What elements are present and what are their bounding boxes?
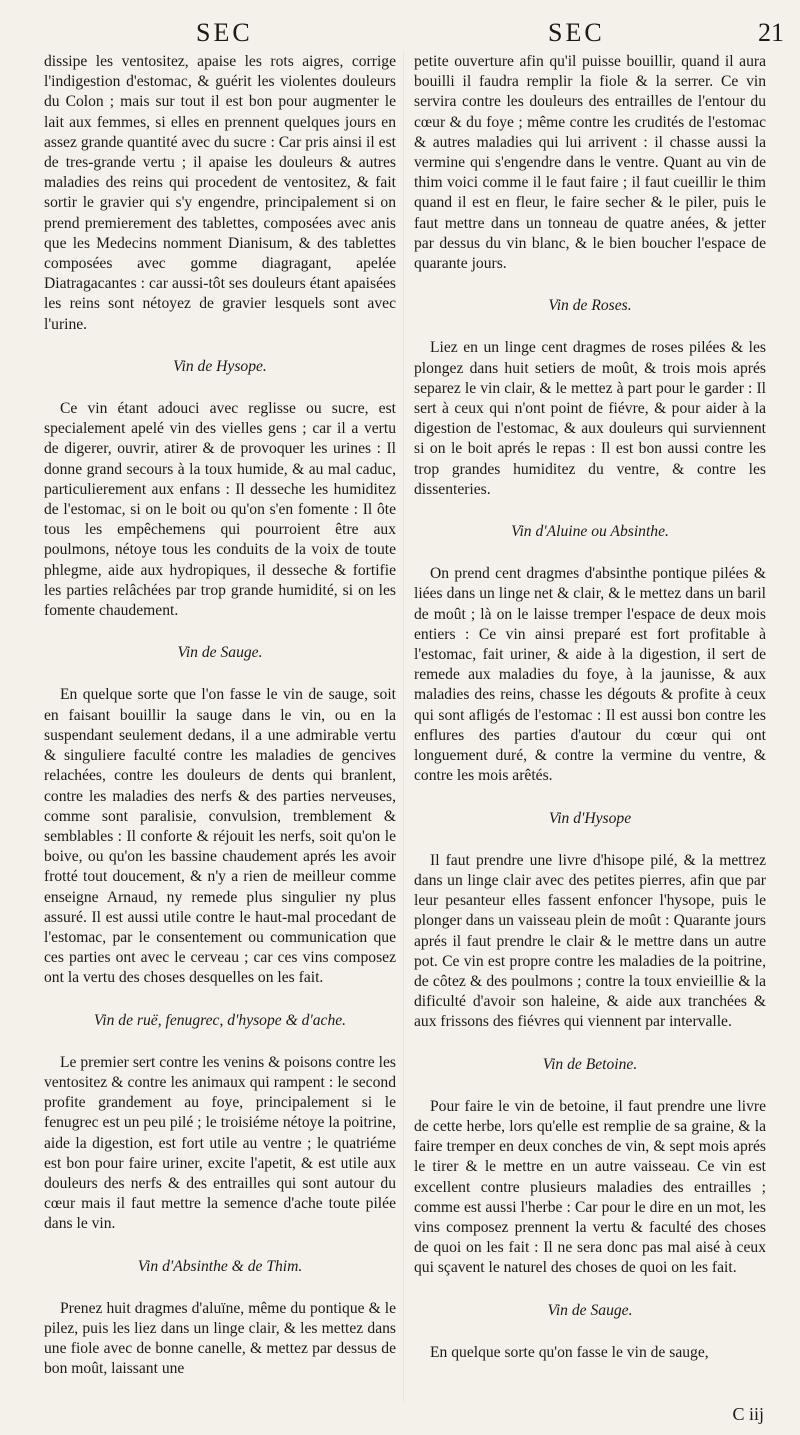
paragraph: petite ouverture afin qu'il puisse bouillir, quand il aura bouilli il faudra remplir la fiole & la serrer. Ce vin servira contre les douleurs des entrailles de l'entour du cœur & du foye ; même contre les crudités de l'estomac & autres maladies qui lui arrivent : il chasse aussi la vermine qui s'engendre dans le ventre. Quant au vin de thim voici comme il le faut faire ; il faut cueillir le thim quand il est en fleur, le faire secher & le piler, puis le faut mettre dans un tonneau de quatre anées, & jetter par dessus du vin blanc, & le bien boucher l'espace de quarante jours. — [414, 53, 766, 273]
section-heading: Vin de Roses. — [548, 297, 632, 315]
paragraph: On prend cent dragmes d'absinthe pontique pilées & liées dans un linge net & clair, & le mettez dans un baril de moût ; là on le laisse tremper l'espace de deux mois entiers : Ce vin ainsi preparé est fort profitable à l'estomac, fait uriner, & aide à la digestion, il sert de remede aux maladies du foye, à la jaunisse, & aux maladies des reins, chasse les dégouts & profite à ceux qui sont afligés de l'estomac : Il est aussi bon contre les enflures des parties d'autour du cœur qui ont longuement duré, & contre la vermine du ventre, & contre les mois arêtés. — [414, 565, 766, 785]
section-heading: Vin de Sauge. — [177, 644, 263, 662]
section-heading: Vin d'Aluine ou Absinthe. — [511, 523, 669, 541]
section-heading: Vin de ruë, fenugrec, d'hysope & d'ache. — [93, 1011, 347, 1029]
running-head-right: SEC — [548, 18, 605, 47]
section-heading: Vin d'Absinthe & de Thim. — [137, 1257, 303, 1275]
paragraph: Pour faire le vin de betoine, il faut prendre une livre de cette herbe, lors qu'elle est remplie de sa graine, & la faire tremper en deux conches de vin, & sept mois aprés le tirer & le mettre en un autre vaisseau. Ce vin est excellent contre plusieurs maladies des entrailles ; comme est aussi l'herbe : Car pour le dire en un mot, les vins composez prennent la vertu & faculté des choses de quoi on les fait : Il ne sera donc pas mal aisé à ceux qui sçavent le naturel des choses de quoi on les fait. — [414, 1097, 766, 1277]
paragraph: Le premier sert contre les venins & poisons contre les ventositez & contre les animaux qui rampent : le second profite grandement au foye, principalement si le fenugrec est un peu pilé ; le troisiéme nétoye la poitrine, aide la digestion, est fort utile au ventre ; le quatriéme est bon pour faire uriner, excite l'apetit, & est utile aux douleurs des nerfs & des entrailles qui sont autour du cœur mais il faut mettre la semence d'ache toute pilée dans le vin. — [44, 1053, 396, 1233]
paragraph: En quelque sorte qu'on fasse le vin de sauge, — [430, 1343, 709, 1361]
paragraph: dissipe les ventositez, apaise les rots aigres, corrige l'indigestion d'estomac, & guérit les violentes douleurs du Colon ; mais sur tout il est bon pour augmenter le lait aux femmes, si elles en prennent quelques jours en assez grande quantité avec du sucre : Car pris ainsi il est de tres-grande vertu ; il apaise les douleurs & autres maladies des reins qui procedent de ventositez, & fait sortir le gravier qui s'y engendre, principalement si on prend premierement des tablettes, composées avec anis que les Medecins nomment Dianisum, & des tablettes composées avec gomme diagragant, apelée Diatragacantes : car aussi-tôt ses douleurs étant apaisées les reins sont nétoyez de gravier lesquels sont avec l'urine. — [44, 53, 396, 333]
paragraph: Liez en un linge cent dragmes de roses pilées & les plongez dans huit setiers de moût, & trois mois aprés separez le vin clair, & le mettez à part pour le garder : Il sert à ceux qui n'ont point de fiévre, & pour aider à la digestion de l'estomac, & aux douleurs qui surviennent si on le boit aprés le repas : Il est bon aussi contre les trop grandes humiditez du ventre, & contre les dissenteries. — [414, 339, 766, 498]
right-column — [414, 52, 766, 1369]
paragraph: Prenez huit dragmes d'aluïne, même du pontique & le pilez, puis les liez dans un linge clair, & les mettez dans une fiole avec de bonne canelle, & mettez par dessus de bon moût, laissant une — [44, 1299, 396, 1378]
section-heading: Vin de Betoine. — [542, 1055, 638, 1073]
section-heading: Vin d'Hysope — [548, 809, 632, 827]
section-heading: Vin de Hysope. — [173, 357, 267, 375]
left-column — [44, 52, 396, 1386]
page-number: 21 — [758, 18, 784, 47]
signature-mark: C iij — [732, 1404, 764, 1424]
paragraph: Il faut prendre une livre d'hisope pilé, & la mettrez dans un linge clair avec des petites pierres, afin que par leur pesanteur elles fassent enfoncer l'hysope, puis le plonger dans un vaisseau plein de moût : Quarante jours aprés il faut prendre le clair & le mettre dans un autre pot. Ce vin est propre contre les maladies de la poitrine, de côtez & des poulmons ; contre la toux envieillie & la dificulté d'avoir son haleine, & aide aux tranchées & aux frissons des fiévres qui viennent par intervalle. — [414, 851, 766, 1031]
paragraph: Ce vin étant adouci avec reglisse ou sucre, est specialement apelé vin des vielles gens ; car il a vertu de digerer, ouvrir, atirer & de provoquer les urines : Il donne grand secours à la toux humide, & au mal caduc, particulierement aux enfans : Il desseche les humiditez de l'estomac, si on le boit ou qu'on s'en fomente : Il ôte tous les empêchemens qui pourroient être aux poulmons, nétoye tous les conduits de la voix de toute phlegme, aide aux hydropiques, il desseche & fortifie les parties relâchées par trop grande humidité, si on les fomente chaudement. — [44, 400, 396, 620]
column-gutter — [403, 52, 404, 1402]
paragraph: En quelque sorte que l'on fasse le vin de sauge, soit en faisant bouillir la sauge dans le vin, ou en la suspendant seulement dedans, il a une admirable vertu & singuliere faculté contre les maladies de gencives relachées, contre les douleurs de dents qui branlent, contre les maladies des nerfs & des parties nerveuses, comme sont paralisie, convulsion, tremblement & semblables : Il conforte & réjouit les nerfs, soit qu'on le boive, ou qu'on les bassine chaudement aprés les avoir frotté tout doucement, & n'y a rien de meilleur comme enseigne Arnaud, ny remede plus singulier ny plus assuré. Il est aussi utile contre le haut-mal procedant de l'estomac, par le consentement ou communication que ces parties ont avec le cerveau ; car ces vins composez ont la vertu des choses desquelles on les fait. — [44, 686, 396, 987]
running-head-left: SEC — [196, 18, 253, 47]
section-heading: Vin de Sauge. — [547, 1301, 633, 1319]
